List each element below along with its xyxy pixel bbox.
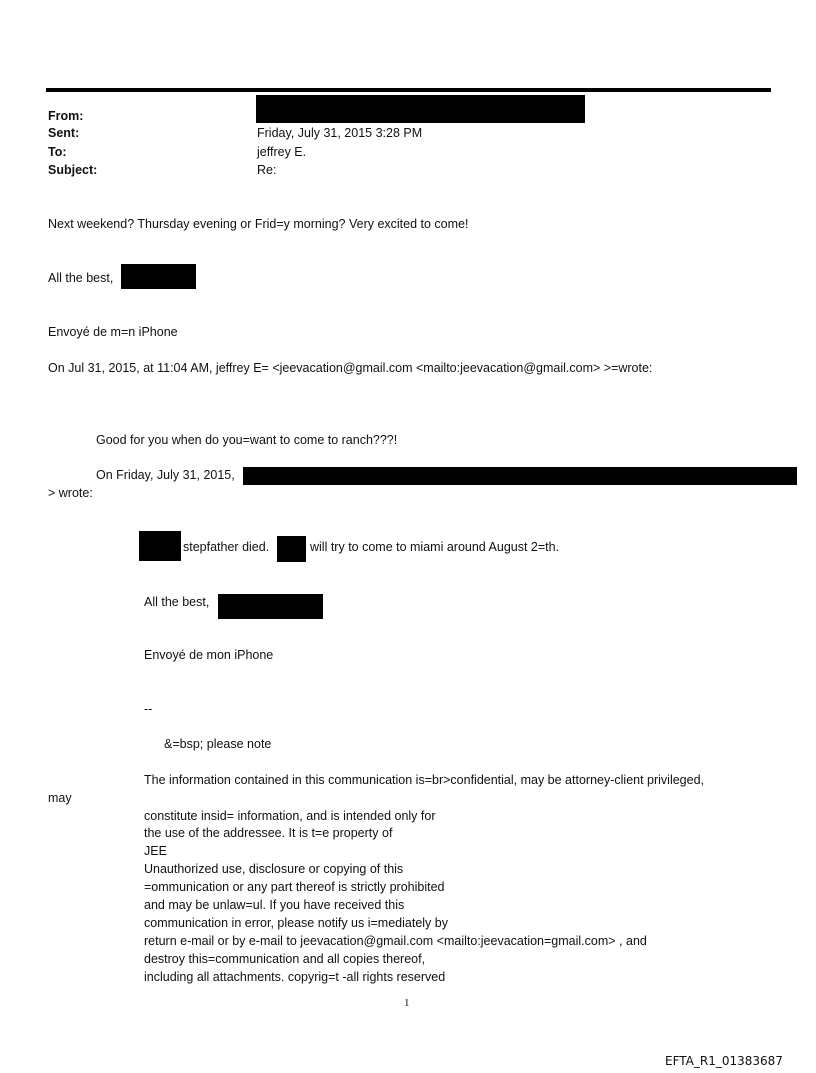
header-rule: [46, 88, 771, 92]
please-note: &=bsp; please note: [164, 737, 272, 751]
sent-from-line-quoted: Envoyé de mon iPhone: [144, 648, 274, 662]
quote-header: On Jul 31, 2015, at 11:04 AM, jeffrey E= <jeevacation@gmail.com <mailto:jeevacation@gmail.com> >=wrote:: [48, 361, 653, 375]
disclaimer-line: return e-mail or by e-mail to jeevacation@gmail.com <mailto:jeevacation=gmail.com> , and: [144, 934, 647, 948]
from-label: From:: [48, 109, 84, 123]
to-label: To:: [48, 145, 67, 159]
disclaimer-line: and may be unlaw=ul. If you have received this: [144, 898, 405, 912]
disclaimer-line: JEE: [144, 844, 167, 858]
redacted-signature-name-2: [218, 594, 323, 619]
to-value: jeffrey E.: [257, 145, 307, 159]
redacted-name-1: [139, 531, 181, 561]
disclaimer-line: constitute insid= information, and is intended only for: [144, 809, 436, 823]
redacted-from-address: [256, 95, 585, 123]
signature-dashes: --: [144, 702, 153, 716]
disclaimer-line: communication in error, please notify us i=mediately by: [144, 916, 448, 930]
sent-value: Friday, July 31, 2015 3:28 PM: [257, 126, 423, 140]
sent-from-line: Envoyé de m=n iPhone: [48, 325, 178, 339]
subject-value: Re:: [257, 163, 277, 177]
inner-quote-prefix: On Friday, July 31, 2015,: [96, 468, 235, 482]
page-number: 1: [404, 997, 410, 1009]
stepfather-text: stepfather died.: [183, 540, 270, 554]
may-text: may: [48, 791, 72, 805]
message-line: Next weekend? Thursday evening or Frid=y morning? Very excited to come!: [48, 217, 469, 231]
signoff-quoted: All the best,: [144, 595, 210, 609]
document-id: EFTA_R1_01383687: [665, 1054, 783, 1068]
disclaimer-line: destroy this=communication and all copies thereof,: [144, 952, 426, 966]
quoted-reply-line: Good for you when do you=want to come to ranch???!: [96, 433, 398, 447]
disclaimer-line: the use of the addressee. It is t=e property of: [144, 826, 393, 840]
redacted-signature-name: [121, 264, 196, 289]
sent-label: Sent:: [48, 126, 80, 140]
inner-quote-wrote: > wrote:: [48, 486, 93, 500]
redacted-sender-info: [243, 467, 797, 485]
disclaimer-line: including all attachments. copyrig=t -all rights reserved: [144, 970, 446, 984]
redacted-name-2: [277, 536, 306, 562]
disclaimer-line: Unauthorized use, disclosure or copying of this: [144, 862, 404, 876]
miami-text: will try to come to miami around August 2=th.: [310, 540, 560, 554]
disclaimer-line: =ommunication or any part thereof is strictly prohibited: [144, 880, 445, 894]
signoff: All the best,: [48, 271, 114, 285]
subject-label: Subject:: [48, 163, 98, 177]
info-line: The information contained in this communication is=br>confidential, may be attorney-client privileged,: [144, 773, 705, 787]
